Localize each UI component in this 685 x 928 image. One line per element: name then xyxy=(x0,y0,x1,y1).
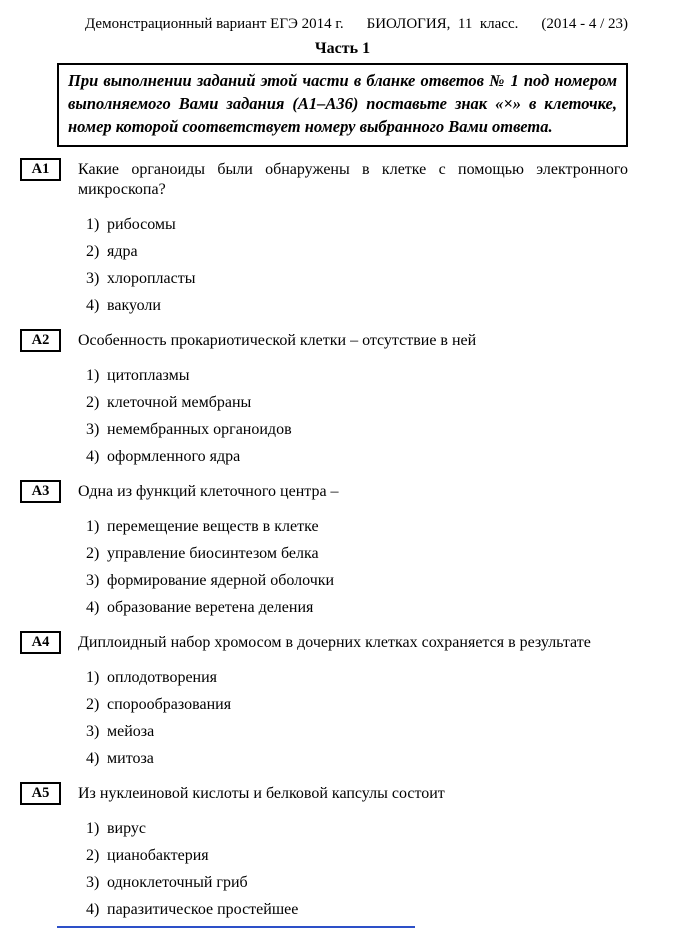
option-row xyxy=(86,567,628,594)
option-row xyxy=(86,292,628,319)
option-text: одноклеточный гриб xyxy=(107,874,248,891)
option-number: 3) xyxy=(86,270,100,287)
option-text: цитоплазмы xyxy=(107,367,190,384)
question-text: Особенность прокариотической клетки – отсутствие в ней xyxy=(78,332,477,349)
question-badge: А1 xyxy=(20,158,61,181)
option-row xyxy=(86,896,628,923)
option-number: 2) xyxy=(86,696,100,713)
option-text: вакуоли xyxy=(107,297,161,314)
question-list xyxy=(0,158,685,923)
option-text: мейоза xyxy=(107,723,155,740)
document-header xyxy=(57,16,628,33)
part-title: Часть 1 xyxy=(314,40,371,57)
option-row xyxy=(86,815,628,842)
option-text: хлоропласты xyxy=(107,270,196,287)
instruction-box: При выполнении заданий этой части в бланке ответов № 1 под номером выполняемого Вами задания (А1–А36) поставьте знак «×» в клеточке, номер которой соответствует номеру выбранного Вами ответа. xyxy=(57,63,628,147)
option-row xyxy=(86,389,628,416)
question-badge: А4 xyxy=(20,631,61,654)
option-number: 2) xyxy=(86,394,100,411)
option-number: 1) xyxy=(86,216,100,233)
header-page-label: (2014 - 4 / 23) xyxy=(541,16,628,32)
options-list xyxy=(86,211,628,319)
question-badge: А2 xyxy=(20,329,61,352)
option-number: 4) xyxy=(86,901,100,918)
option-text: перемещение веществ в клетке xyxy=(107,518,319,535)
option-text: формирование ядерной оболочки xyxy=(107,572,335,589)
question-badge: А3 xyxy=(20,480,61,503)
header-variant-label: Демонстрационный вариант ЕГЭ 2014 г. xyxy=(85,16,344,32)
option-row xyxy=(86,842,628,869)
option-number: 2) xyxy=(86,545,100,562)
option-number: 3) xyxy=(86,572,100,589)
question-badge: А5 xyxy=(20,782,61,805)
option-text: образование веретена деления xyxy=(107,599,314,616)
option-number: 4) xyxy=(86,448,100,465)
option-text: немембранных органоидов xyxy=(107,421,292,438)
question-text: Из нуклеиновой кислоты и белковой капсулы состоит xyxy=(78,785,445,802)
question-a2 xyxy=(31,329,628,470)
option-number: 3) xyxy=(86,723,100,740)
option-number: 4) xyxy=(86,750,100,767)
option-text: оплодотворения xyxy=(107,669,218,686)
options-list xyxy=(86,664,628,772)
option-row xyxy=(86,691,628,718)
header-subject-label: БИОЛОГИЯ, 11 класс. xyxy=(366,16,519,32)
question-a4 xyxy=(31,631,628,772)
option-text: рибосомы xyxy=(107,216,176,233)
option-number: 4) xyxy=(86,599,100,616)
option-text: клеточной мембраны xyxy=(107,394,252,411)
option-text: вирус xyxy=(107,820,147,837)
option-number: 3) xyxy=(86,874,100,891)
option-row xyxy=(86,362,628,389)
option-row xyxy=(86,869,628,896)
option-text: паразитическое простейшее xyxy=(107,901,299,918)
options-list xyxy=(86,513,628,621)
question-a5 xyxy=(31,782,628,923)
question-a1 xyxy=(31,158,628,319)
option-number: 1) xyxy=(86,820,100,837)
exam-document-page xyxy=(0,16,685,928)
option-number: 1) xyxy=(86,367,100,384)
options-list xyxy=(86,815,628,923)
option-number: 2) xyxy=(86,847,100,864)
option-row xyxy=(86,238,628,265)
option-row xyxy=(86,745,628,772)
option-row xyxy=(86,594,628,621)
question-text: Одна из функций клеточного центра – xyxy=(78,483,339,500)
option-number: 2) xyxy=(86,243,100,260)
option-text: ядра xyxy=(107,243,138,260)
option-row xyxy=(86,513,628,540)
option-text: цианобактерия xyxy=(107,847,209,864)
options-list xyxy=(86,362,628,470)
option-text: оформленного ядра xyxy=(107,448,241,465)
option-row xyxy=(86,265,628,292)
option-number: 1) xyxy=(86,669,100,686)
option-row xyxy=(86,211,628,238)
option-number: 4) xyxy=(86,297,100,314)
option-row xyxy=(86,540,628,567)
option-number: 3) xyxy=(86,421,100,438)
option-row xyxy=(86,443,628,470)
option-text: спорообразования xyxy=(107,696,232,713)
option-text: митоза xyxy=(107,750,154,767)
option-number: 1) xyxy=(86,518,100,535)
option-row xyxy=(86,718,628,745)
question-text: Какие органоиды были обнаружены в клетке с помощью электронного микроскопа? xyxy=(78,161,628,198)
option-row xyxy=(86,664,628,691)
option-row xyxy=(86,416,628,443)
question-text: Диплоидный набор хромосом в дочерних клетках сохраняется в результате xyxy=(78,634,591,651)
option-text: управление биосинтезом белка xyxy=(107,545,319,562)
question-a3 xyxy=(31,480,628,621)
